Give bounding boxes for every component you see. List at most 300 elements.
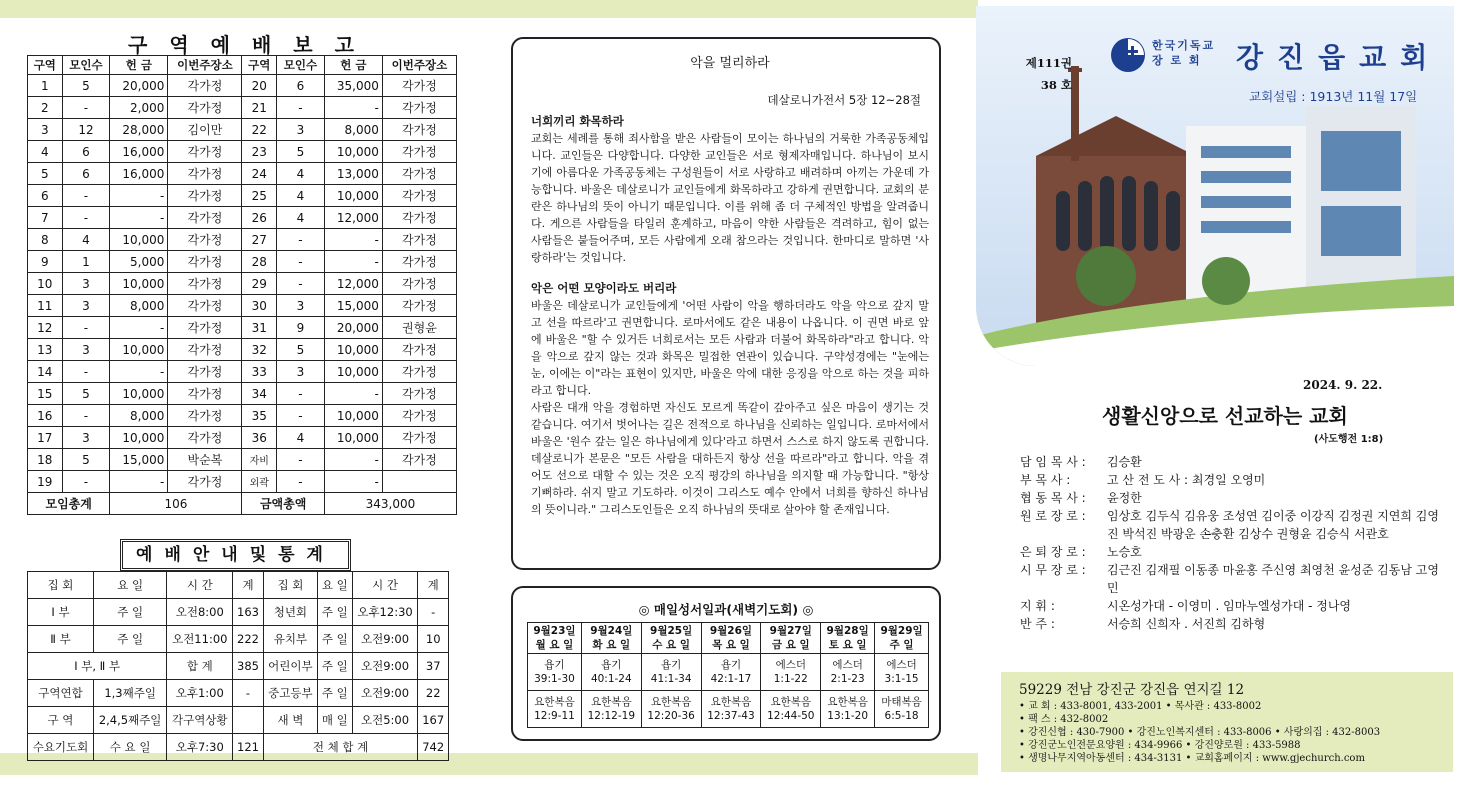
contact-line: • 강진군노인전문요양원 : 434-9966 • 강진양로원 : 433-5988 <box>1019 740 1301 751</box>
table-cell: 각가정 <box>168 427 242 449</box>
reading-date: 9월24일 <box>590 625 633 637</box>
reading-weekday: 토 요 일 <box>828 639 867 651</box>
table-cell: 33 <box>242 361 277 383</box>
table-cell: 오전5:00 <box>352 707 418 734</box>
table-cell: - <box>233 680 264 707</box>
table-cell: 주 일 <box>318 599 353 626</box>
table-row <box>28 97 457 119</box>
reading-verse: 12:12-19 <box>587 710 636 722</box>
staff-label: 시 무 장 로 : <box>1020 563 1086 577</box>
table-cell: - <box>324 251 382 273</box>
bible-reading-box <box>511 586 941 741</box>
reading-2 <box>641 691 701 728</box>
table-row <box>528 691 929 728</box>
reading-day <box>761 623 821 654</box>
table-row <box>28 273 457 295</box>
reading-day <box>581 623 641 654</box>
reading-book: 요한복음 <box>770 696 812 708</box>
table-row <box>28 317 457 339</box>
church-motto: 생활신앙으로 선교하는 교회 <box>1102 404 1348 428</box>
table-cell: 5 <box>277 339 325 361</box>
table-cell: 매 일 <box>318 707 353 734</box>
table-cell: 4 <box>277 163 325 185</box>
table-cell: - <box>110 471 168 493</box>
reading-2 <box>761 691 821 728</box>
staff-row <box>1020 615 1440 633</box>
table-cell: - <box>62 185 110 207</box>
table-cell: 10,000 <box>110 383 168 405</box>
table-cell: 3 <box>62 295 110 317</box>
table-cell: 오후1:00 <box>167 680 233 707</box>
table-cell: 15,000 <box>110 449 168 471</box>
table-cell: 16,000 <box>110 141 168 163</box>
staff-row <box>1020 543 1440 561</box>
table-cell: 8,000 <box>324 119 382 141</box>
staff-list <box>1020 453 1440 633</box>
table-cell: 구역연합 <box>28 680 94 707</box>
table-cell: - <box>324 449 382 471</box>
table-cell: - <box>277 97 325 119</box>
reading-date: 9월28일 <box>826 625 869 637</box>
table-cell: 10,000 <box>324 141 382 163</box>
table-cell: 27 <box>242 229 277 251</box>
reading-verse: 41:1-34 <box>650 673 692 685</box>
table-cell: 25 <box>242 185 277 207</box>
table-cell: 수요기도회 <box>28 734 94 761</box>
table-row <box>28 599 449 626</box>
table-cell: 5 <box>62 75 110 97</box>
table-cell: 어린이부 <box>263 653 317 680</box>
sermon-paragraph: 바울은 데살로니가 교인들에게 '어떤 사람이 악을 행하더라도 악을 악으로 갚지 말고 선을 따르라'고 권면합니다. 로마서에도 같은 내용이 나옵니다. 이 권면 바로 앞에 바울은 "할 수 있거든 너희로서는 모든 사람과 더불어 화목하라"라고 합니다. 악을 악으로 갚지 않는 것과 화목은 밀접한 연관이 있습니다. 구약성경에는 "눈에는 눈, 이에는 이"라는 표현이 있지만, 바울은 악에 대한 응징을 악으로 하는 것을 피하라고 합니다. <box>531 299 929 397</box>
table-cell: - <box>324 383 382 405</box>
staff-value: 김근진 김재필 이동종 마윤홍 주신영 최영천 윤성준 김동남 고영민 <box>1107 563 1439 595</box>
reading-1 <box>641 654 701 691</box>
table-cell: 12 <box>62 119 110 141</box>
sermon-paragraph: 교회는 세례를 통해 죄사함을 받은 사람들이 모이는 하나님의 거룩한 가족공동체입니다. 교인들은 다양합니다. 다양한 교인들은 서로 형제자매입니다. 하나님이 보시기에 아름다운 가족공동체는 구성원들이 서로 사랑하고 배려하며 아끼는 가운데 가능합니다. 바울은 데살로니가 교인들에게 화목하라고 강하게 권면합니다. 교회의 분란은 하나님의 뜻이 아니기 때문입니다. 이를 위해 좀 더 구체적인 방법을 알려줍니다. 게으른 사람들을 타일러 훈계하고, 마음이 약한 사람들은 격려하고, 힘이 없는 사람들은 붙들어주며, 모든 사람에게 오래 참으라는 것입니다. 한마디로 말하면 '사랑하라'는 것입니다. <box>531 132 929 264</box>
table-cell: 3 <box>62 273 110 295</box>
reading-1 <box>581 654 641 691</box>
table-row <box>28 229 457 251</box>
table-cell: 전 체 합 계 <box>263 734 418 761</box>
table-cell: 11 <box>28 295 63 317</box>
table-row <box>28 572 449 599</box>
bible-reading-title: ◎ 매일성서일과(새벽기도회) ◎ <box>638 602 814 617</box>
table-cell: 오전8:00 <box>167 599 233 626</box>
table-cell: 163 <box>233 599 264 626</box>
contact-line: • 팩 스 : 432-8002 <box>1019 714 1109 725</box>
contact-line: • 교 회 : 433-8001, 433-2001 • 목사관 : 433-8002 <box>1019 701 1262 712</box>
denomination-logo-icon <box>1111 38 1145 72</box>
table-row <box>28 449 457 471</box>
column-header: 시 간 <box>352 572 418 599</box>
table-cell: 각가정 <box>382 75 456 97</box>
reading-verse: 6:5-18 <box>884 710 919 722</box>
table-cell: 10 <box>28 273 63 295</box>
table-cell: 20,000 <box>324 317 382 339</box>
column-header: 헌 금 <box>110 56 168 75</box>
table-cell <box>233 707 264 734</box>
table-cell: 새 벽 <box>263 707 317 734</box>
table-cell: 8,000 <box>110 405 168 427</box>
table-cell: - <box>277 229 325 251</box>
table-cell: - <box>110 185 168 207</box>
column-header: 계 <box>418 572 449 599</box>
table-cell: 각가정 <box>382 119 456 141</box>
column-header: 이번주장소 <box>168 56 242 75</box>
table-cell: Ⅱ 부 <box>28 626 94 653</box>
table-cell: - <box>62 97 110 119</box>
table-cell: 3 <box>62 339 110 361</box>
table-cell: 3 <box>62 427 110 449</box>
table-row <box>28 734 449 761</box>
table-cell: 5 <box>62 383 110 405</box>
table-cell: 각가정 <box>382 207 456 229</box>
staff-value: 임상호 김두식 김유웅 조성연 김이중 이강직 김정권 지연희 김영진 박석진 박광운 손충환 김상수 권형윤 김승식 서관호 <box>1107 509 1439 541</box>
reading-date: 9월27일 <box>769 625 812 637</box>
reading-date: 9월25일 <box>650 625 693 637</box>
table-cell: 10,000 <box>324 185 382 207</box>
table-cell: 26 <box>242 207 277 229</box>
table-cell: - <box>277 251 325 273</box>
staff-label: 담 임 목 사 : <box>1020 455 1086 469</box>
table-cell: 권형윤 <box>382 317 456 339</box>
column-header: 모인수 <box>62 56 110 75</box>
table-cell: 10,000 <box>110 229 168 251</box>
table-cell: - <box>277 405 325 427</box>
contact-box <box>1001 672 1453 772</box>
reading-1 <box>701 654 761 691</box>
staff-value: 서승희 신희자 . 서진희 김하형 <box>1107 617 1266 631</box>
table-cell: 19 <box>28 471 63 493</box>
totals-row <box>28 493 457 515</box>
table-cell: 13 <box>28 339 63 361</box>
table-cell: - <box>110 317 168 339</box>
table-cell: 오전9:00 <box>352 653 418 680</box>
table-row <box>28 471 457 493</box>
reading-2 <box>581 691 641 728</box>
table-cell: 28 <box>242 251 277 273</box>
reading-verse: 12:37-43 <box>707 710 755 722</box>
table-cell: 5 <box>28 163 63 185</box>
column-header: 요 일 <box>93 572 166 599</box>
reading-book: 욥기 <box>601 659 622 671</box>
staff-value: 윤정한 <box>1107 491 1142 505</box>
table-cell: 10,000 <box>324 339 382 361</box>
table-cell: 각가정 <box>168 273 242 295</box>
denomination-name <box>1152 38 1215 68</box>
table-cell: 각가정 <box>168 317 242 339</box>
column-header: 시 간 <box>167 572 233 599</box>
reading-verse: 39:1-30 <box>534 673 575 685</box>
table-cell: 6 <box>28 185 63 207</box>
table-cell: 각가정 <box>168 295 242 317</box>
staff-value: 시온성가대 - 이영미 . 임마누엘성가대 - 정나영 <box>1107 599 1352 613</box>
table-cell: 오전9:00 <box>352 626 418 653</box>
table-cell: 12 <box>28 317 63 339</box>
reading-book: 욥기 <box>544 659 565 671</box>
table-row <box>28 383 457 405</box>
table-row <box>528 654 929 691</box>
table-cell: - <box>62 207 110 229</box>
column-header: 구역 <box>28 56 63 75</box>
table-cell: 37 <box>418 653 449 680</box>
table-cell: 5 <box>62 449 110 471</box>
column-header: 집 회 <box>28 572 94 599</box>
reading-verse: 13:1-20 <box>827 710 869 722</box>
reading-weekday: 목 요 일 <box>712 639 750 651</box>
table-cell: 35,000 <box>324 75 382 97</box>
sermon-paragraph: 사람은 대개 악을 경험하면 자신도 모르게 똑같이 갚아주고 싶은 마음이 생기는 것 같습니다. 여기서 벗어나는 길은 전적으로 하나님을 신뢰하는 일입니다. 로마서에서 바울은 '원수 갚는 일은 하나님에게 있다'라고 하면서 스스로 하지 않도록 권합니다. 데살로니가 본문은 "모든 사람을 대하든지 항상 선을 따르라"라고 합니다. 악을 겪어도 선으로 대할 수 있는 것은 오직 평강의 하나님을 의지할 때 가능합니다. "항상 기뻐하라. 쉬지 말고 기도하라. 이것이 그리스도 예수 안에서 너희를 향하신 하나님의 뜻이니라." 그리스도인들은 오직 하나님의 뜻대로 살아야 할 존재입니다. <box>531 401 929 516</box>
table-cell: 10,000 <box>110 427 168 449</box>
reading-1 <box>821 654 875 691</box>
table-cell: 합 계 <box>167 653 233 680</box>
reading-weekday: 월 요 일 <box>535 639 574 651</box>
column-header: 이번주장소 <box>382 56 456 75</box>
reading-book: 에스더 <box>775 659 806 671</box>
reading-book: 요한복음 <box>534 696 575 708</box>
total-attendance: 106 <box>110 493 242 515</box>
table-row <box>28 361 457 383</box>
table-row <box>28 626 449 653</box>
reading-book: 에스더 <box>886 659 917 671</box>
reading-verse: 12:44-50 <box>767 710 815 722</box>
table-cell: - <box>62 317 110 339</box>
table-cell: 외곽 <box>242 471 277 493</box>
staff-value: 김승환 <box>1107 455 1142 469</box>
denomination-line-2: 장 로 회 <box>1152 54 1202 67</box>
table-row <box>28 295 457 317</box>
table-row <box>28 141 457 163</box>
table-cell: 각가정 <box>168 229 242 251</box>
table-cell: 10,000 <box>110 339 168 361</box>
top-green-band <box>0 0 978 18</box>
table-cell: - <box>277 471 325 493</box>
table-cell: 1 <box>62 251 110 273</box>
table-cell: 16 <box>28 405 63 427</box>
reading-weekday: 금 요 일 <box>771 639 810 651</box>
district-report-table <box>27 55 457 515</box>
reading-2 <box>821 691 875 728</box>
column-header: 헌 금 <box>324 56 382 75</box>
table-cell: 3 <box>28 119 63 141</box>
table-cell: 15 <box>28 383 63 405</box>
table-cell: 김이만 <box>168 119 242 141</box>
staff-row <box>1020 489 1440 507</box>
bulletin-date: 2024. 9. 22. <box>1303 378 1383 392</box>
reading-verse: 12:9-11 <box>534 710 575 722</box>
volume-number: 제111권 <box>1025 56 1072 70</box>
table-cell: 주 일 <box>93 599 166 626</box>
reading-day <box>528 623 582 654</box>
reading-book: 요한복음 <box>650 696 692 708</box>
table-cell: 22 <box>242 119 277 141</box>
table-cell: 9 <box>28 251 63 273</box>
bible-reading-table <box>527 622 929 728</box>
table-cell: 각가정 <box>382 295 456 317</box>
table-cell: 13,000 <box>324 163 382 185</box>
reading-day <box>641 623 701 654</box>
staff-label: 지 휘 : <box>1020 599 1055 613</box>
reading-verse: 42:1-17 <box>710 673 752 685</box>
table-cell: 각가정 <box>382 251 456 273</box>
table-cell: 2,4,5째주일 <box>93 707 166 734</box>
table-cell: 29 <box>242 273 277 295</box>
reading-verse: 3:1-15 <box>884 673 919 685</box>
table-cell: 주 일 <box>93 626 166 653</box>
reading-book: 욥기 <box>660 659 682 671</box>
table-row <box>28 119 457 141</box>
issue-number: 38 호 <box>1040 78 1072 92</box>
table-cell: 9 <box>277 317 325 339</box>
table-cell: 각가정 <box>382 141 456 163</box>
table-cell: 7 <box>28 207 63 229</box>
table-cell: 28,000 <box>110 119 168 141</box>
column-header: 집 회 <box>263 572 317 599</box>
table-cell: - <box>324 97 382 119</box>
reading-date: 9월29일 <box>880 625 923 637</box>
table-cell: 34 <box>242 383 277 405</box>
table-cell: 4 <box>277 427 325 449</box>
table-cell: 20,000 <box>110 75 168 97</box>
table-cell: 1 <box>28 75 63 97</box>
motto-reference: (사도행전 1:8) <box>1314 434 1384 445</box>
table-cell: 1,3째주일 <box>93 680 166 707</box>
reading-book: 요한복음 <box>827 696 868 708</box>
table-cell: 31 <box>242 317 277 339</box>
table-cell: 각가정 <box>168 471 242 493</box>
reading-date: 9월23일 <box>533 625 576 637</box>
table-cell: 각가정 <box>382 449 456 471</box>
volume-issue <box>1012 52 1072 96</box>
staff-label: 은 퇴 장 로 : <box>1020 545 1086 559</box>
district-report-title: 구역예배보고 <box>128 33 376 57</box>
column-header: 모인수 <box>277 56 325 75</box>
table-cell: - <box>277 449 325 471</box>
table-cell: 35 <box>242 405 277 427</box>
table-row <box>28 427 457 449</box>
table-cell: 중고등부 <box>263 680 317 707</box>
table-cell: 15,000 <box>324 295 382 317</box>
column-header: 구역 <box>242 56 277 75</box>
table-cell: 오전11:00 <box>167 626 233 653</box>
table-cell: 2,000 <box>110 97 168 119</box>
table-cell: 30 <box>242 295 277 317</box>
table-cell: 각가정 <box>168 75 242 97</box>
table-cell: 36 <box>242 427 277 449</box>
table-row <box>28 75 457 97</box>
contact-line: • 생명나무지역아동센터 : 434-3131 • 교회홈페이지 : www.gjechurch.com <box>1019 753 1365 764</box>
table-cell: 4 <box>28 141 63 163</box>
table-cell: - <box>277 383 325 405</box>
table-cell: 오전9:00 <box>352 680 418 707</box>
table-cell: 3 <box>277 119 325 141</box>
staff-row <box>1020 453 1440 471</box>
staff-label: 원 로 장 로 : <box>1020 509 1086 523</box>
table-cell: 3 <box>277 361 325 383</box>
table-row <box>28 405 457 427</box>
reading-1 <box>875 654 929 691</box>
table-cell: 각가정 <box>168 97 242 119</box>
table-cell: 각가정 <box>382 273 456 295</box>
reading-verse: 2:1-23 <box>830 673 865 685</box>
table-row <box>28 163 457 185</box>
staff-value: 고 산 전 도 사 : 최경일 오영미 <box>1107 473 1266 487</box>
table-cell: 수 요 일 <box>93 734 166 761</box>
table-cell: 167 <box>418 707 449 734</box>
staff-row <box>1020 561 1440 597</box>
table-cell: 각가정 <box>382 185 456 207</box>
table-cell: - <box>110 207 168 229</box>
table-cell: 각가정 <box>382 229 456 251</box>
table-cell: 각구역상황 <box>167 707 233 734</box>
table-cell: 10 <box>418 626 449 653</box>
reading-book: 요한복음 <box>710 696 752 708</box>
table-row <box>28 339 457 361</box>
worship-table <box>27 571 449 761</box>
church-name: 강진읍교회 <box>1236 41 1442 74</box>
reading-verse: 12:20-36 <box>647 710 695 722</box>
table-cell <box>382 471 456 493</box>
table-cell: 오후12:30 <box>352 599 418 626</box>
church-address: 59229 전남 강진군 강진읍 연지길 12 <box>1019 682 1245 698</box>
table-cell: - <box>62 471 110 493</box>
table-row <box>528 623 929 654</box>
table-cell: 10,000 <box>110 273 168 295</box>
table-row <box>28 653 449 680</box>
table-cell: 17 <box>28 427 63 449</box>
total-offering: 343,000 <box>324 493 456 515</box>
table-cell: 32 <box>242 339 277 361</box>
table-cell: 3 <box>277 295 325 317</box>
sermon-reference: 데살로니가전서 5장 12~28절 <box>767 93 921 107</box>
table-cell: 박순복 <box>168 449 242 471</box>
table-cell: 각가정 <box>168 251 242 273</box>
reading-1 <box>761 654 821 691</box>
table-cell: 4 <box>62 229 110 251</box>
table-cell: 각가정 <box>382 427 456 449</box>
table-cell: 8,000 <box>110 295 168 317</box>
table-cell: 23 <box>242 141 277 163</box>
worship-title: 예배안내및통계 <box>120 539 351 571</box>
reading-2 <box>701 691 761 728</box>
table-cell: 각가정 <box>168 207 242 229</box>
table-cell: 8 <box>28 229 63 251</box>
table-cell: 각가정 <box>382 361 456 383</box>
table-cell: 각가정 <box>382 97 456 119</box>
sermon-title: 악을 멀리하라 <box>690 56 770 71</box>
column-header: 계 <box>233 572 264 599</box>
staff-value: 노승호 <box>1107 545 1142 559</box>
reading-book: 마태복음 <box>881 696 922 708</box>
table-cell: 각가정 <box>168 185 242 207</box>
staff-row <box>1020 471 1440 489</box>
reading-weekday: 수 요 일 <box>652 639 690 651</box>
table-cell: 유치부 <box>263 626 317 653</box>
table-cell: 각가정 <box>382 405 456 427</box>
reading-book: 요한복음 <box>591 696 632 708</box>
table-cell: 18 <box>28 449 63 471</box>
table-cell: 주 일 <box>318 653 353 680</box>
column-header: 요 일 <box>318 572 353 599</box>
table-cell: 구 역 <box>28 707 94 734</box>
table-cell: - <box>62 361 110 383</box>
total-attendance-label: 모임총계 <box>28 493 110 515</box>
table-cell: 2 <box>28 97 63 119</box>
reading-verse: 40:1-24 <box>590 673 632 685</box>
table-cell: 각가정 <box>382 383 456 405</box>
reading-weekday: 주 일 <box>889 639 914 651</box>
reading-book: 욥기 <box>720 659 742 671</box>
